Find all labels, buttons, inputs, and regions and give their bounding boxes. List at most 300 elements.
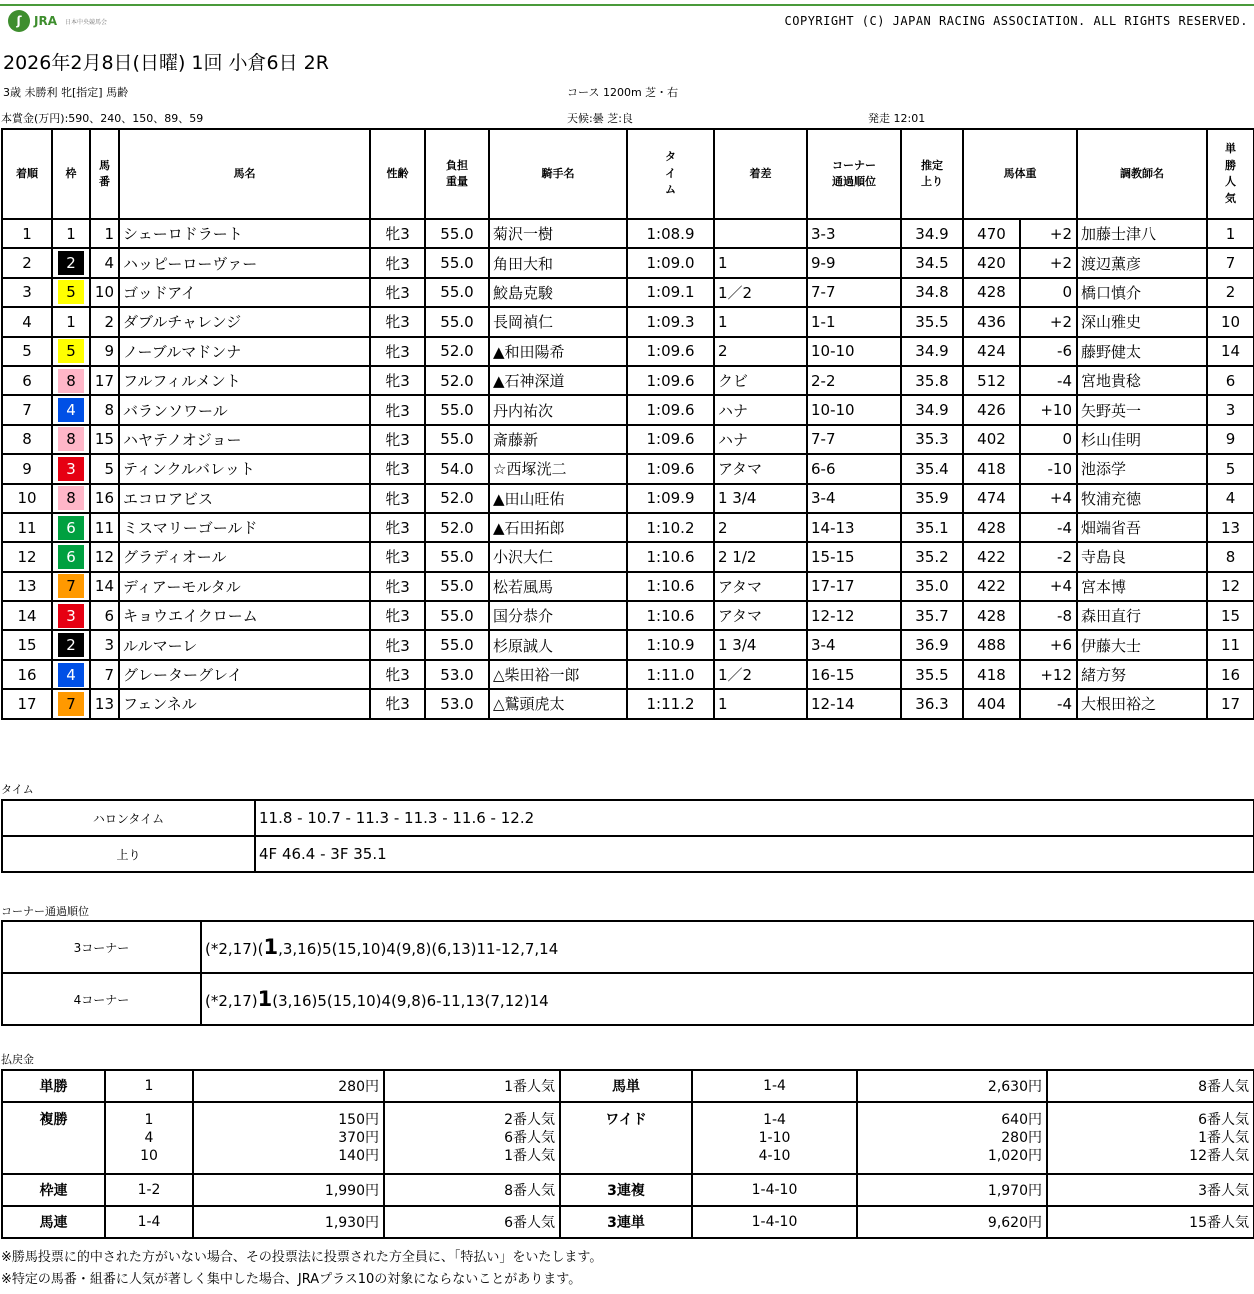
cell-name: キョウエイクローム bbox=[119, 601, 370, 630]
furlong-label: ハロンタイム bbox=[2, 800, 255, 836]
cell-margin: 2 bbox=[714, 337, 807, 366]
cell-last: 36.9 bbox=[901, 630, 963, 659]
cell-waku bbox=[52, 630, 90, 659]
cell-margin: 1／2 bbox=[714, 660, 807, 689]
cell-margin: 1 3/4 bbox=[714, 630, 807, 659]
umaren-pop: 6番人気 bbox=[384, 1206, 560, 1238]
payout-row-umaren bbox=[2, 1206, 1254, 1238]
cell-pop: 17 bbox=[1207, 689, 1254, 718]
corner4-label: 4コーナー bbox=[2, 973, 201, 1025]
cell-name: エコロアビス bbox=[119, 484, 370, 513]
fukusho-yen: 150円 370円 140円 bbox=[193, 1102, 384, 1174]
cell-num: 14 bbox=[90, 572, 119, 601]
result-row bbox=[2, 689, 1254, 718]
cell-margin bbox=[714, 219, 807, 248]
cell-name: ティンクルバレット bbox=[119, 454, 370, 483]
header-jockey: 騎手名 bbox=[489, 129, 627, 219]
header-popularity: 単 勝 人 気 bbox=[1207, 129, 1254, 219]
result-row bbox=[2, 513, 1254, 542]
cell-corner: 7-7 bbox=[807, 425, 901, 454]
cell-trainer: 渡辺薫彦 bbox=[1077, 248, 1207, 277]
cell-waku bbox=[52, 248, 90, 277]
sanrenpuku-combo: 1-4-10 bbox=[692, 1174, 857, 1206]
cell-rank: 12 bbox=[2, 542, 52, 571]
result-row bbox=[2, 248, 1254, 277]
cell-last: 35.1 bbox=[901, 513, 963, 542]
waku-badge: 3 bbox=[58, 457, 84, 481]
cell-margin: アタマ bbox=[714, 601, 807, 630]
cell-corner: 3-4 bbox=[807, 484, 901, 513]
cell-name: ダブルチャレンジ bbox=[119, 307, 370, 336]
cell-corner: 12-12 bbox=[807, 601, 901, 630]
cell-corner: 14-13 bbox=[807, 513, 901, 542]
cell-body: 428 bbox=[963, 601, 1020, 630]
cell-num: 4 bbox=[90, 248, 119, 277]
cell-time: 1:09.6 bbox=[627, 337, 714, 366]
cell-diff: +2 bbox=[1020, 307, 1077, 336]
cell-name: シェーロドラート bbox=[119, 219, 370, 248]
cell-time: 1:09.6 bbox=[627, 366, 714, 395]
cell-body: 422 bbox=[963, 572, 1020, 601]
cell-waku bbox=[52, 484, 90, 513]
cell-weight: 52.0 bbox=[425, 337, 489, 366]
cell-diff: -4 bbox=[1020, 366, 1077, 395]
jra-logo bbox=[8, 10, 107, 32]
waku-badge: 6 bbox=[58, 545, 84, 569]
cell-num: 9 bbox=[90, 337, 119, 366]
cell-last: 34.8 bbox=[901, 278, 963, 307]
cell-trainer: 杉山佳明 bbox=[1077, 425, 1207, 454]
cell-sexage: 牝3 bbox=[370, 660, 425, 689]
waku-badge: 1 bbox=[58, 222, 84, 246]
cell-num: 5 bbox=[90, 454, 119, 483]
header-rank: 着順 bbox=[2, 129, 52, 219]
cell-last: 35.3 bbox=[901, 425, 963, 454]
header-trainer: 調教師名 bbox=[1077, 129, 1207, 219]
cell-trainer: 畑端省吾 bbox=[1077, 513, 1207, 542]
header-margin: 着差 bbox=[714, 129, 807, 219]
cell-last: 34.9 bbox=[901, 337, 963, 366]
cell-margin: ハナ bbox=[714, 425, 807, 454]
cell-trainer: 寺島良 bbox=[1077, 542, 1207, 571]
cell-sexage: 牝3 bbox=[370, 337, 425, 366]
cell-waku bbox=[52, 307, 90, 336]
cell-corner: 17-17 bbox=[807, 572, 901, 601]
header-body-weight: 馬体重 bbox=[963, 129, 1077, 219]
cell-num: 11 bbox=[90, 513, 119, 542]
note-special-payout: ※勝馬投票に的中された方がいない場合、その投票法に投票された方全員に、「特払い」をいたします。 bbox=[1, 1250, 603, 1265]
cell-corner: 12-14 bbox=[807, 689, 901, 718]
cell-waku bbox=[52, 425, 90, 454]
cell-sexage: 牝3 bbox=[370, 248, 425, 277]
note-jra-plus10: ※特定の馬番・組番に人気が著しく集中した場合、JRAプラス10の対象にならないことがあります。 bbox=[1, 1272, 582, 1287]
cell-pop: 13 bbox=[1207, 513, 1254, 542]
tansho-label: 単勝 bbox=[2, 1070, 105, 1102]
cell-waku bbox=[52, 366, 90, 395]
cell-time: 1:09.3 bbox=[627, 307, 714, 336]
cell-time: 1:10.6 bbox=[627, 542, 714, 571]
cell-margin: 1 3/4 bbox=[714, 484, 807, 513]
cell-num: 8 bbox=[90, 395, 119, 424]
cell-pop: 12 bbox=[1207, 572, 1254, 601]
cell-time: 1:09.6 bbox=[627, 395, 714, 424]
cell-body: 424 bbox=[963, 337, 1020, 366]
waku-badge: 5 bbox=[58, 339, 84, 363]
cell-pop: 16 bbox=[1207, 660, 1254, 689]
corner3-row bbox=[2, 921, 1254, 973]
top-bar bbox=[0, 0, 1254, 38]
cell-time: 1:09.6 bbox=[627, 454, 714, 483]
cell-corner: 3-3 bbox=[807, 219, 901, 248]
sanrenpuku-label: 3連複 bbox=[560, 1174, 692, 1206]
umatan-label: 馬単 bbox=[560, 1070, 692, 1102]
race-course: コース 1200m 芝・右 bbox=[567, 86, 679, 99]
cell-rank: 2 bbox=[2, 248, 52, 277]
cell-body: 418 bbox=[963, 454, 1020, 483]
cell-weight: 55.0 bbox=[425, 278, 489, 307]
cell-num: 6 bbox=[90, 601, 119, 630]
cell-body: 436 bbox=[963, 307, 1020, 336]
umaren-label: 馬連 bbox=[2, 1206, 105, 1238]
payout-section-label: 払戻金 bbox=[1, 1053, 34, 1066]
waku-badge: 2 bbox=[58, 251, 84, 275]
cell-num: 13 bbox=[90, 689, 119, 718]
cell-sexage: 牝3 bbox=[370, 689, 425, 718]
cell-num: 1 bbox=[90, 219, 119, 248]
cell-pop: 2 bbox=[1207, 278, 1254, 307]
header-horse-name: 馬名 bbox=[119, 129, 370, 219]
cell-rank: 11 bbox=[2, 513, 52, 542]
cell-weight: 55.0 bbox=[425, 630, 489, 659]
cell-last: 35.9 bbox=[901, 484, 963, 513]
cell-time: 1:09.9 bbox=[627, 484, 714, 513]
cell-body: 470 bbox=[963, 219, 1020, 248]
cell-corner: 6-6 bbox=[807, 454, 901, 483]
cell-weight: 52.0 bbox=[425, 513, 489, 542]
fukusho-label: 複勝 bbox=[2, 1102, 105, 1174]
waku-badge: 8 bbox=[58, 427, 84, 451]
furlong-row bbox=[2, 800, 1254, 836]
cell-body: 428 bbox=[963, 513, 1020, 542]
waku-badge: 7 bbox=[58, 692, 84, 716]
waku-badge: 5 bbox=[58, 280, 84, 304]
cell-weight: 55.0 bbox=[425, 395, 489, 424]
cell-diff: +4 bbox=[1020, 572, 1077, 601]
race-weather: 天候:曇 芝:良 bbox=[567, 112, 633, 125]
time-section-label: タイム bbox=[1, 783, 34, 796]
agari-label: 上り bbox=[2, 836, 255, 872]
time-table bbox=[1, 799, 1254, 873]
cell-last: 35.5 bbox=[901, 307, 963, 336]
results-table bbox=[1, 128, 1254, 720]
jra-logo-icon: ʃ bbox=[8, 10, 30, 32]
waku-badge: 2 bbox=[58, 633, 84, 657]
waku-badge: 8 bbox=[58, 486, 84, 510]
cell-trainer: 藤野健太 bbox=[1077, 337, 1207, 366]
cell-diff: +10 bbox=[1020, 395, 1077, 424]
cell-margin: 2 1/2 bbox=[714, 542, 807, 571]
cell-diff: +6 bbox=[1020, 630, 1077, 659]
cell-diff: -2 bbox=[1020, 542, 1077, 571]
cell-waku bbox=[52, 542, 90, 571]
cell-waku bbox=[52, 572, 90, 601]
cell-margin: アタマ bbox=[714, 572, 807, 601]
corner4-order-pre: (*2,17) bbox=[205, 992, 258, 1010]
result-row bbox=[2, 660, 1254, 689]
cell-trainer: 宮地貴稔 bbox=[1077, 366, 1207, 395]
cell-pop: 8 bbox=[1207, 542, 1254, 571]
corner3-label: 3コーナー bbox=[2, 921, 201, 973]
header-num: 馬 番 bbox=[90, 129, 119, 219]
cell-sexage: 牝3 bbox=[370, 307, 425, 336]
umaren-yen: 1,930円 bbox=[193, 1206, 384, 1238]
cell-trainer: 大根田裕之 bbox=[1077, 689, 1207, 718]
cell-corner: 10-10 bbox=[807, 337, 901, 366]
header-time: タ イ ム bbox=[627, 129, 714, 219]
cell-last: 36.3 bbox=[901, 689, 963, 718]
header-waku: 枠 bbox=[52, 129, 90, 219]
cell-sexage: 牝3 bbox=[370, 484, 425, 513]
wakuren-label: 枠連 bbox=[2, 1174, 105, 1206]
cell-name: ミスマリーゴールド bbox=[119, 513, 370, 542]
cell-waku bbox=[52, 689, 90, 718]
race-conditions: 3歳 未勝利 牝[指定] 馬齢 bbox=[3, 86, 129, 99]
cell-num: 2 bbox=[90, 307, 119, 336]
cell-waku bbox=[52, 395, 90, 424]
cell-sexage: 牝3 bbox=[370, 601, 425, 630]
cell-time: 1:10.6 bbox=[627, 601, 714, 630]
cell-diff: +2 bbox=[1020, 248, 1077, 277]
cell-pop: 6 bbox=[1207, 366, 1254, 395]
waku-badge: 6 bbox=[58, 516, 84, 540]
cell-rank: 3 bbox=[2, 278, 52, 307]
wide-label: ワイド bbox=[560, 1102, 692, 1174]
cell-sexage: 牝3 bbox=[370, 542, 425, 571]
cell-pop: 10 bbox=[1207, 307, 1254, 336]
cell-margin: 1 bbox=[714, 307, 807, 336]
cell-trainer: 牧浦充徳 bbox=[1077, 484, 1207, 513]
cell-time: 1:10.2 bbox=[627, 513, 714, 542]
cell-waku bbox=[52, 278, 90, 307]
corner-section-label: コーナー通過順位 bbox=[1, 905, 89, 918]
cell-pop: 14 bbox=[1207, 337, 1254, 366]
waku-badge: 4 bbox=[58, 663, 84, 687]
cell-rank: 9 bbox=[2, 454, 52, 483]
cell-weight: 55.0 bbox=[425, 425, 489, 454]
cell-trainer: 矢野英一 bbox=[1077, 395, 1207, 424]
cell-corner: 2-2 bbox=[807, 366, 901, 395]
cell-rank: 8 bbox=[2, 425, 52, 454]
cell-last: 34.9 bbox=[901, 219, 963, 248]
logo-text: JRA bbox=[34, 14, 57, 28]
cell-diff: +2 bbox=[1020, 219, 1077, 248]
cell-jockey: △柴田裕一郎 bbox=[489, 660, 627, 689]
cell-corner: 1-1 bbox=[807, 307, 901, 336]
result-row bbox=[2, 307, 1254, 336]
cell-rank: 6 bbox=[2, 366, 52, 395]
cell-trainer: 深山雅史 bbox=[1077, 307, 1207, 336]
cell-name: ゴッドアイ bbox=[119, 278, 370, 307]
cell-name: ハッピーローヴァー bbox=[119, 248, 370, 277]
cell-num: 3 bbox=[90, 630, 119, 659]
cell-name: グラディオール bbox=[119, 542, 370, 571]
cell-jockey: 丹内祐次 bbox=[489, 395, 627, 424]
cell-num: 10 bbox=[90, 278, 119, 307]
header-last: 推定 上り bbox=[901, 129, 963, 219]
waku-badge: 4 bbox=[58, 398, 84, 422]
cell-body: 420 bbox=[963, 248, 1020, 277]
payout-row-wakuren bbox=[2, 1174, 1254, 1206]
cell-name: フルフィルメント bbox=[119, 366, 370, 395]
furlong-times: 11.8 - 10.7 - 11.3 - 11.3 - 11.6 - 12.2 bbox=[255, 800, 1254, 836]
header-weight: 負担 重量 bbox=[425, 129, 489, 219]
cell-last: 35.7 bbox=[901, 601, 963, 630]
result-row bbox=[2, 278, 1254, 307]
cell-weight: 55.0 bbox=[425, 572, 489, 601]
cell-corner: 15-15 bbox=[807, 542, 901, 571]
cell-trainer: 宮本博 bbox=[1077, 572, 1207, 601]
cell-trainer: 橋口慎介 bbox=[1077, 278, 1207, 307]
cell-sexage: 牝3 bbox=[370, 219, 425, 248]
cell-pop: 9 bbox=[1207, 425, 1254, 454]
cell-body: 428 bbox=[963, 278, 1020, 307]
result-row bbox=[2, 337, 1254, 366]
corner4-leader: 1 bbox=[257, 987, 273, 1011]
cell-body: 488 bbox=[963, 630, 1020, 659]
cell-body: 512 bbox=[963, 366, 1020, 395]
cell-waku bbox=[52, 337, 90, 366]
waku-badge: 3 bbox=[58, 604, 84, 628]
sanrentan-label: 3連単 bbox=[560, 1206, 692, 1238]
result-row bbox=[2, 219, 1254, 248]
cell-rank: 10 bbox=[2, 484, 52, 513]
cell-sexage: 牝3 bbox=[370, 395, 425, 424]
cell-rank: 16 bbox=[2, 660, 52, 689]
cell-time: 1:10.9 bbox=[627, 630, 714, 659]
wakuren-combo: 1-2 bbox=[105, 1174, 193, 1206]
cell-sexage: 牝3 bbox=[370, 630, 425, 659]
cell-weight: 54.0 bbox=[425, 454, 489, 483]
copyright-notice: COPYRIGHT (C) JAPAN RACING ASSOCIATION. ALL RIGHTS RESERVED. bbox=[784, 14, 1248, 28]
cell-rank: 13 bbox=[2, 572, 52, 601]
cell-sexage: 牝3 bbox=[370, 454, 425, 483]
umatan-pop: 8番人気 bbox=[1047, 1070, 1254, 1102]
cell-pop: 11 bbox=[1207, 630, 1254, 659]
result-row bbox=[2, 454, 1254, 483]
corner-table bbox=[1, 920, 1254, 1026]
cell-rank: 5 bbox=[2, 337, 52, 366]
cell-jockey: ▲和田陽希 bbox=[489, 337, 627, 366]
cell-time: 1:11.2 bbox=[627, 689, 714, 718]
cell-weight: 53.0 bbox=[425, 689, 489, 718]
results-header-row bbox=[2, 129, 1254, 219]
cell-sexage: 牝3 bbox=[370, 366, 425, 395]
result-row bbox=[2, 630, 1254, 659]
result-row bbox=[2, 542, 1254, 571]
cell-margin: クビ bbox=[714, 366, 807, 395]
cell-body: 474 bbox=[963, 484, 1020, 513]
cell-jockey: 斎藤新 bbox=[489, 425, 627, 454]
cell-jockey: ▲石神深道 bbox=[489, 366, 627, 395]
umatan-yen: 2,630円 bbox=[857, 1070, 1047, 1102]
cell-jockey: 鮫島克駿 bbox=[489, 278, 627, 307]
tansho-pop: 1番人気 bbox=[384, 1070, 560, 1102]
cell-waku bbox=[52, 219, 90, 248]
corner3-order-post: ,3,16)5(15,10)4(9,8)(6,13)11-12,7,14 bbox=[278, 940, 559, 958]
cell-jockey: ▲石田拓郎 bbox=[489, 513, 627, 542]
cell-corner: 16-15 bbox=[807, 660, 901, 689]
cell-body: 422 bbox=[963, 542, 1020, 571]
cell-sexage: 牝3 bbox=[370, 513, 425, 542]
cell-last: 35.4 bbox=[901, 454, 963, 483]
cell-last: 35.2 bbox=[901, 542, 963, 571]
race-prize: 本賞金(万円):590、240、150、89、59 bbox=[1, 112, 204, 125]
payout-table bbox=[1, 1069, 1254, 1239]
top-divider bbox=[0, 4, 1254, 6]
race-title: 2026年2月8日(日曜) 1回 小倉6日 2R bbox=[3, 52, 329, 74]
cell-num: 16 bbox=[90, 484, 119, 513]
cell-weight: 55.0 bbox=[425, 248, 489, 277]
cell-pop: 1 bbox=[1207, 219, 1254, 248]
cell-sexage: 牝3 bbox=[370, 572, 425, 601]
cell-name: ハヤテノオジョー bbox=[119, 425, 370, 454]
sanrentan-pop: 15番人気 bbox=[1047, 1206, 1254, 1238]
corner3-order-pre: (*2,17)( bbox=[205, 940, 264, 958]
cell-margin: ハナ bbox=[714, 395, 807, 424]
cell-body: 404 bbox=[963, 689, 1020, 718]
cell-sexage: 牝3 bbox=[370, 278, 425, 307]
cell-pop: 5 bbox=[1207, 454, 1254, 483]
cell-jockey: 菊沢一樹 bbox=[489, 219, 627, 248]
cell-name: グレーターグレイ bbox=[119, 660, 370, 689]
sanrentan-combo: 1-4-10 bbox=[692, 1206, 857, 1238]
cell-waku bbox=[52, 660, 90, 689]
cell-name: ディアーモルタル bbox=[119, 572, 370, 601]
waku-badge: 8 bbox=[58, 369, 84, 393]
agari-row bbox=[2, 836, 1254, 872]
cell-corner: 10-10 bbox=[807, 395, 901, 424]
cell-body: 402 bbox=[963, 425, 1020, 454]
cell-sexage: 牝3 bbox=[370, 425, 425, 454]
fukusho-pop: 2番人気 6番人気 1番人気 bbox=[384, 1102, 560, 1174]
cell-diff: -6 bbox=[1020, 337, 1077, 366]
cell-rank: 7 bbox=[2, 395, 52, 424]
cell-waku bbox=[52, 513, 90, 542]
cell-trainer: 森田直行 bbox=[1077, 601, 1207, 630]
cell-time: 1:09.6 bbox=[627, 425, 714, 454]
corner3-leader: 1 bbox=[263, 935, 279, 959]
cell-jockey: 松若風馬 bbox=[489, 572, 627, 601]
cell-jockey: 長岡禎仁 bbox=[489, 307, 627, 336]
cell-weight: 55.0 bbox=[425, 601, 489, 630]
cell-jockey: ☆西塚洸二 bbox=[489, 454, 627, 483]
cell-time: 1:09.1 bbox=[627, 278, 714, 307]
cell-pop: 4 bbox=[1207, 484, 1254, 513]
sanrenpuku-pop: 3番人気 bbox=[1047, 1174, 1254, 1206]
result-row bbox=[2, 395, 1254, 424]
result-row bbox=[2, 366, 1254, 395]
cell-pop: 3 bbox=[1207, 395, 1254, 424]
cell-name: バランソワール bbox=[119, 395, 370, 424]
corner4-order bbox=[201, 973, 1254, 1025]
cell-margin: アタマ bbox=[714, 454, 807, 483]
cell-rank: 17 bbox=[2, 689, 52, 718]
race-start-time: 発走 12:01 bbox=[868, 112, 926, 125]
cell-diff: +4 bbox=[1020, 484, 1077, 513]
cell-name: フェンネル bbox=[119, 689, 370, 718]
umaren-combo: 1-4 bbox=[105, 1206, 193, 1238]
cell-waku bbox=[52, 601, 90, 630]
